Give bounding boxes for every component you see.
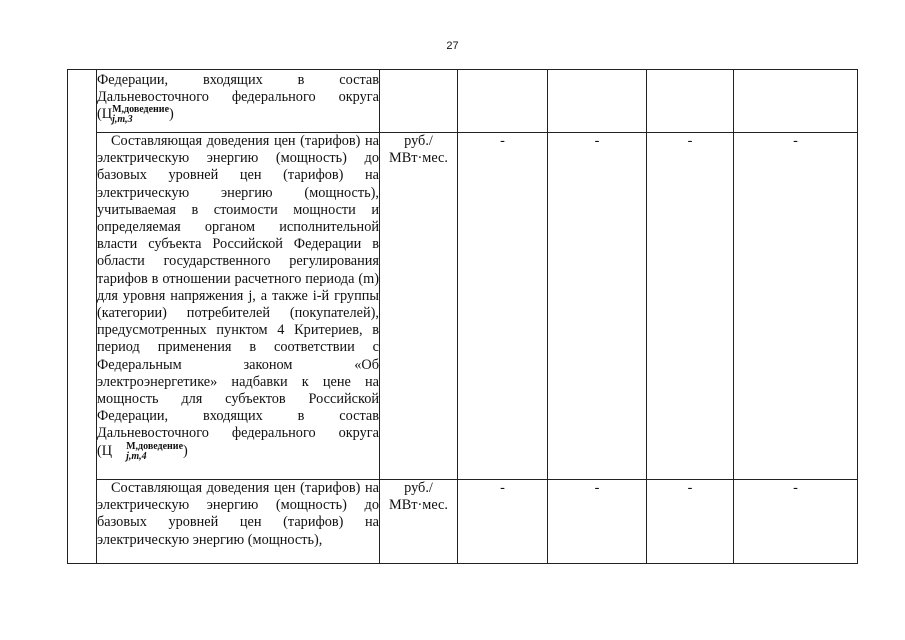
value-cell: - bbox=[734, 133, 858, 480]
description-text: Составляющая доведения цен (тарифов) на электрическую энергию (мощность) до базовых уровней цен (тарифов) на электрическую энергию (мощность), bbox=[97, 480, 379, 548]
value-cell: - bbox=[548, 133, 647, 480]
formula-base: (Ц bbox=[97, 442, 113, 459]
description-cell bbox=[97, 133, 380, 480]
value-cell: - bbox=[458, 480, 548, 564]
formula-symbol: (Ц $^{М,доведение}$ j,m,4 ) bbox=[97, 440, 188, 462]
description-text: Федерации, входящих в состав Дальневосточного федерального округа bbox=[97, 72, 379, 106]
formula-close: ) bbox=[169, 106, 174, 123]
formula-base: (Ц bbox=[97, 106, 113, 123]
table-row bbox=[68, 70, 858, 133]
value-cell: - bbox=[734, 480, 858, 564]
formula-superscript: М,доведение bbox=[112, 104, 170, 116]
value-cell: - bbox=[458, 133, 548, 480]
table-row bbox=[68, 133, 858, 480]
tariff-table bbox=[67, 69, 858, 564]
formula-close: ) bbox=[183, 442, 188, 459]
index-cell bbox=[68, 70, 97, 564]
page-number: 27 bbox=[446, 40, 459, 52]
value-cell: - bbox=[548, 480, 647, 564]
table-row bbox=[68, 480, 858, 564]
description-text: Составляющая доведения цен (тарифов) на электрическую энергию (мощность) до базовых уровней цен (тарифов) на электрическую энергию (мощность), учитываемая в стоимости мощности и определяемая органом исполнительной власти субъекта Российской Федерации в области государственного регулирования тарифов в отношении расчетного периода (m) для уровня напряжения j, а также i-й группы (категории) потребителей (покупателей), предусмотренных пунктом 4 Критериев, в период применения в соответствии с Федеральным законом «Об электроэнергетике» надбавки к цене на мощность для субъектов Российской Федерации, входящих в состав Дальневосточного федерального округа bbox=[97, 133, 379, 442]
description-cell bbox=[97, 480, 380, 564]
value-cell bbox=[548, 70, 647, 133]
value-cell: - bbox=[647, 133, 734, 480]
formula-superscript: М,доведение bbox=[126, 440, 184, 452]
value-cell: - bbox=[647, 480, 734, 564]
value-cell bbox=[734, 70, 858, 133]
unit-cell: руб./ МВт·мес. bbox=[380, 133, 458, 480]
description-cell bbox=[97, 70, 380, 133]
value-cell bbox=[458, 70, 548, 133]
value-cell bbox=[647, 70, 734, 133]
unit-cell: руб./ МВт·мес. bbox=[380, 480, 458, 564]
formula-symbol: ($Ц^{М,доведение}$ j,m,3 ) bbox=[97, 104, 174, 126]
unit-cell bbox=[380, 70, 458, 133]
